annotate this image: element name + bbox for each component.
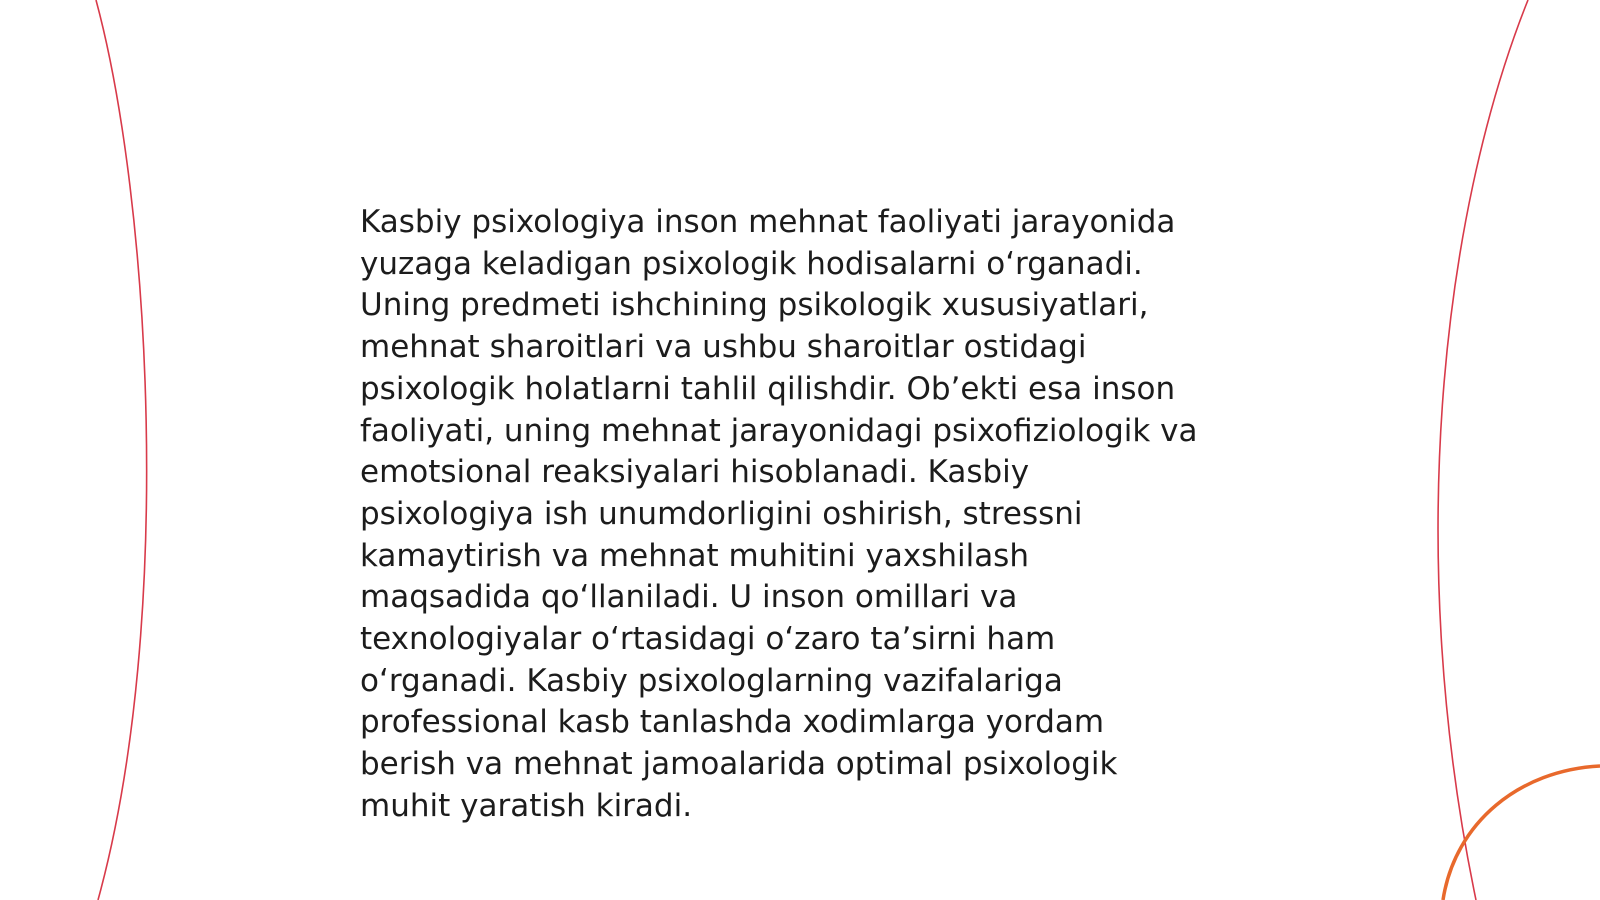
body-paragraph: Kasbiy psixologiya inson mehnat faoliyati jarayonida yuzaga keladigan psixologik hodisalarni o‘rganadi. Uning predmeti ishchining psikologik xususiyatlari, mehnat sharoitlari va ushbu sharoitlar ostidagi psixologik holatlarni tahlil qilishdir. Ob’ekti esa inson faoliyati, uning mehnat jarayonidagi psixofiziologik va emotsional reaksiyalari hisoblanadi. Kasbiy psixologiya ish unumdorligini oshirish, stressni kamaytirish va mehnat muhitini yaxshilash maqsadida qo‘llaniladi. U inson omillari va texnologiyalar o‘rtasidagi o‘zaro ta’sirni ham o‘rganadi. Kasbiy psixologlarning vazifalariga professional kasb tanlashda xodimlarga yordam berish va mehnat jamoalarida optimal psixologik muhit yaratish kiradi. [360, 204, 1198, 824]
right-thin-curve [1438, 0, 1528, 900]
bottom-right-accent-arc [1443, 766, 1600, 900]
left-thin-curve [96, 0, 147, 900]
